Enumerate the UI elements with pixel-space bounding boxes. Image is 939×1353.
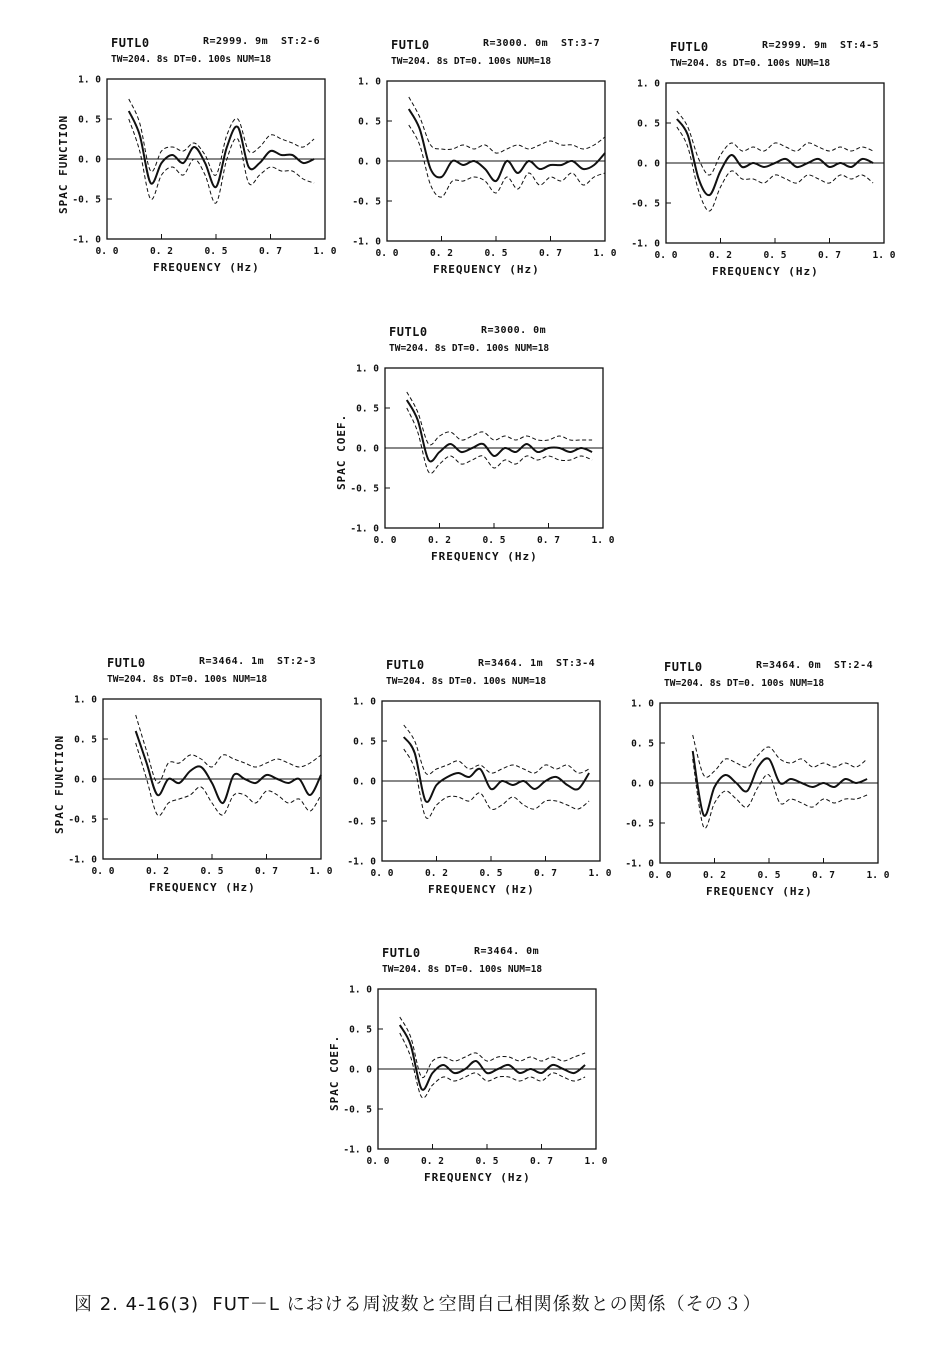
series-lower bbox=[677, 127, 873, 211]
series-mean bbox=[677, 119, 873, 195]
plot-radius: R=3000. 0m bbox=[481, 325, 547, 336]
x-tick-label: 0. 0 bbox=[91, 866, 115, 877]
plot-x-label: FREQUENCY (Hz) bbox=[428, 883, 535, 896]
y-tick-label: 1. 0 bbox=[637, 78, 660, 90]
x-tick-label: 0. 2 bbox=[150, 246, 173, 257]
x-tick-label: 0. 0 bbox=[375, 248, 399, 259]
plot-station-pair: ST:2-3 bbox=[277, 656, 317, 667]
plot-title: FUTL0 bbox=[391, 38, 430, 52]
y-tick-label: 0. 0 bbox=[356, 443, 379, 455]
y-tick-label: -0. 5 bbox=[68, 814, 97, 826]
plot-canvas bbox=[326, 946, 626, 1176]
plot-radius: R=2999. 9m bbox=[203, 36, 269, 47]
plot-canvas bbox=[55, 36, 355, 266]
x-tick-label: 1. 0 bbox=[313, 246, 337, 257]
y-tick-label: -0. 5 bbox=[343, 1104, 372, 1116]
x-tick-label: 1. 0 bbox=[309, 866, 333, 877]
x-tick-label: 0. 5 bbox=[479, 868, 503, 879]
x-tick-label: 0. 2 bbox=[425, 868, 448, 879]
x-tick-label: 1. 0 bbox=[584, 1156, 608, 1167]
plot-radius: R=3464. 0m bbox=[756, 660, 822, 671]
x-tick-label: 0. 2 bbox=[428, 535, 451, 546]
plot-x-label: FREQUENCY (Hz) bbox=[712, 265, 819, 278]
plot-x-label: FREQUENCY (Hz) bbox=[424, 1171, 531, 1184]
x-tick-label: 0. 0 bbox=[648, 870, 672, 881]
y-tick-label: -1. 0 bbox=[72, 234, 101, 246]
plot-title: FUTL0 bbox=[107, 656, 146, 670]
series-upper bbox=[407, 392, 592, 445]
x-tick-label: 0. 2 bbox=[146, 866, 169, 877]
series-lower bbox=[404, 749, 589, 818]
y-tick-label: 0. 5 bbox=[631, 738, 654, 750]
x-tick-label: 0. 5 bbox=[763, 250, 787, 261]
plot-radius: R=3464. 0m bbox=[474, 946, 540, 957]
y-tick-label: 0. 5 bbox=[358, 116, 381, 128]
series-mean bbox=[136, 731, 321, 803]
plot-station-pair: ST:3-7 bbox=[561, 38, 601, 49]
y-tick-label: 1. 0 bbox=[78, 74, 101, 86]
plot-subtitle: TW=204. 8s DT=0. 100s NUM=18 bbox=[389, 343, 550, 354]
y-tick-label: 0. 5 bbox=[74, 734, 97, 746]
x-tick-label: 0. 5 bbox=[204, 246, 228, 257]
x-tick-label: 0. 7 bbox=[530, 1156, 553, 1167]
plot-radius: R=3464. 1m bbox=[478, 658, 544, 669]
x-tick-label: 0. 0 bbox=[373, 535, 397, 546]
x-tick-label: 0. 0 bbox=[370, 868, 394, 879]
x-tick-label: 0. 7 bbox=[259, 246, 282, 257]
series-upper bbox=[693, 735, 867, 777]
series-upper bbox=[129, 99, 314, 175]
x-tick-label: 0. 0 bbox=[654, 250, 678, 261]
spac-plot-2 bbox=[335, 38, 617, 298]
y-tick-label: -0. 5 bbox=[72, 194, 101, 206]
plot-station-pair: ST:4-5 bbox=[840, 40, 880, 51]
x-tick-label: 1. 0 bbox=[591, 535, 615, 546]
plot-canvas bbox=[51, 656, 351, 886]
plot-title: FUTL0 bbox=[382, 946, 421, 960]
figure-caption: 図 2. 4-16(3) FUT－L における周波数と空間自己相関係数との関係（その３） bbox=[74, 1294, 762, 1315]
plot-station-pair: ST:2-6 bbox=[281, 36, 321, 47]
plot-title: FUTL0 bbox=[664, 660, 703, 674]
plot-x-label: FREQUENCY (Hz) bbox=[706, 885, 813, 898]
plot-y-label: SPAC COEF. bbox=[335, 413, 348, 490]
y-tick-label: 0. 0 bbox=[74, 774, 97, 786]
x-tick-label: 0. 2 bbox=[703, 870, 726, 881]
series-lower bbox=[407, 408, 592, 473]
spac-plot-1 bbox=[55, 36, 337, 296]
x-tick-label: 0. 2 bbox=[430, 248, 453, 259]
y-tick-label: 1. 0 bbox=[74, 694, 97, 706]
series-upper bbox=[404, 725, 589, 775]
x-tick-label: 0. 0 bbox=[366, 1156, 390, 1167]
plot-x-label: FREQUENCY (Hz) bbox=[431, 550, 538, 563]
y-tick-label: -1. 0 bbox=[625, 858, 654, 870]
x-tick-label: 1. 0 bbox=[588, 868, 612, 879]
y-tick-label: -1. 0 bbox=[350, 523, 379, 535]
x-tick-label: 0. 7 bbox=[534, 868, 557, 879]
y-tick-label: 1. 0 bbox=[353, 696, 376, 708]
y-tick-label: -1. 0 bbox=[343, 1144, 372, 1156]
x-tick-label: 0. 7 bbox=[255, 866, 278, 877]
plot-x-label: FREQUENCY (Hz) bbox=[149, 881, 256, 894]
x-tick-label: 0. 5 bbox=[482, 535, 506, 546]
plot-subtitle: TW=204. 8s DT=0. 100s NUM=18 bbox=[107, 674, 268, 685]
series-upper bbox=[409, 97, 605, 153]
plot-canvas bbox=[335, 38, 635, 268]
series-lower bbox=[129, 119, 314, 203]
series-mean bbox=[129, 111, 314, 187]
series-mean bbox=[407, 400, 592, 461]
x-tick-label: 0. 0 bbox=[95, 246, 119, 257]
y-tick-label: 1. 0 bbox=[349, 984, 372, 996]
y-tick-label: 0. 0 bbox=[78, 154, 101, 166]
plot-subtitle: TW=204. 8s DT=0. 100s NUM=18 bbox=[670, 58, 831, 69]
y-tick-label: 0. 0 bbox=[637, 158, 660, 170]
plot-title: FUTL0 bbox=[386, 658, 425, 672]
spac-plot-7 bbox=[608, 660, 890, 920]
x-tick-label: 0. 7 bbox=[812, 870, 835, 881]
y-tick-label: -1. 0 bbox=[352, 236, 381, 248]
plot-x-label: FREQUENCY (Hz) bbox=[433, 263, 540, 276]
x-tick-label: 0. 7 bbox=[537, 535, 560, 546]
y-tick-label: -0. 5 bbox=[352, 196, 381, 208]
series-lower bbox=[693, 759, 867, 828]
y-tick-label: 0. 5 bbox=[637, 118, 660, 130]
x-tick-label: 1. 0 bbox=[593, 248, 617, 259]
series-upper bbox=[677, 111, 873, 175]
plot-subtitle: TW=204. 8s DT=0. 100s NUM=18 bbox=[382, 964, 543, 975]
spac-plot-8 bbox=[326, 946, 608, 1206]
series-upper bbox=[136, 715, 321, 783]
x-tick-label: 0. 7 bbox=[539, 248, 562, 259]
plot-radius: R=3464. 1m bbox=[199, 656, 265, 667]
plot-title: FUTL0 bbox=[389, 325, 428, 339]
x-tick-label: 0. 5 bbox=[475, 1156, 499, 1167]
y-tick-label: 0. 0 bbox=[358, 156, 381, 168]
y-tick-label: 1. 0 bbox=[356, 363, 379, 375]
y-tick-label: -0. 5 bbox=[347, 816, 376, 828]
plot-subtitle: TW=204. 8s DT=0. 100s NUM=18 bbox=[111, 54, 272, 65]
spac-plot-3 bbox=[614, 40, 896, 300]
spac-plot-6 bbox=[330, 658, 612, 918]
y-tick-label: 1. 0 bbox=[631, 698, 654, 710]
plot-y-label: SPAC COEF. bbox=[328, 1034, 341, 1111]
y-tick-label: 0. 5 bbox=[356, 403, 379, 415]
x-tick-label: 0. 2 bbox=[709, 250, 732, 261]
y-tick-label: 0. 0 bbox=[353, 776, 376, 788]
y-tick-label: -0. 5 bbox=[631, 198, 660, 210]
plot-canvas bbox=[330, 658, 630, 888]
y-tick-label: 0. 5 bbox=[349, 1024, 372, 1036]
plot-radius: R=3000. 0m bbox=[483, 38, 549, 49]
plot-title: FUTL0 bbox=[670, 40, 709, 54]
y-tick-label: 0. 0 bbox=[349, 1064, 372, 1076]
plot-title: FUTL0 bbox=[111, 36, 150, 50]
plot-subtitle: TW=204. 8s DT=0. 100s NUM=18 bbox=[386, 676, 547, 687]
x-tick-label: 0. 5 bbox=[757, 870, 781, 881]
x-tick-label: 0. 5 bbox=[484, 248, 508, 259]
spac-plot-4 bbox=[333, 325, 615, 585]
plot-canvas bbox=[614, 40, 914, 270]
spac-plot-5 bbox=[51, 656, 333, 916]
y-tick-label: 0. 5 bbox=[78, 114, 101, 126]
plot-subtitle: TW=204. 8s DT=0. 100s NUM=18 bbox=[664, 678, 825, 689]
x-tick-label: 0. 2 bbox=[421, 1156, 444, 1167]
y-tick-label: 1. 0 bbox=[358, 76, 381, 88]
series-mean bbox=[404, 737, 589, 802]
y-tick-label: -1. 0 bbox=[347, 856, 376, 868]
plot-canvas bbox=[333, 325, 633, 555]
series-mean bbox=[400, 1025, 585, 1090]
y-tick-label: 0. 0 bbox=[631, 778, 654, 790]
x-tick-label: 0. 5 bbox=[200, 866, 224, 877]
plot-y-label: SPAC FUNCTION bbox=[53, 734, 66, 834]
y-tick-label: -1. 0 bbox=[631, 238, 660, 250]
x-tick-label: 0. 7 bbox=[818, 250, 841, 261]
plot-canvas bbox=[608, 660, 908, 890]
x-tick-label: 1. 0 bbox=[866, 870, 890, 881]
y-tick-label: -1. 0 bbox=[68, 854, 97, 866]
y-tick-label: 0. 5 bbox=[353, 736, 376, 748]
plot-subtitle: TW=204. 8s DT=0. 100s NUM=18 bbox=[391, 56, 552, 67]
y-tick-label: -0. 5 bbox=[350, 483, 379, 495]
plot-x-label: FREQUENCY (Hz) bbox=[153, 261, 260, 274]
plot-station-pair: ST:2-4 bbox=[834, 660, 874, 671]
x-tick-label: 1. 0 bbox=[872, 250, 896, 261]
series-mean bbox=[409, 109, 605, 181]
plot-radius: R=2999. 9m bbox=[762, 40, 828, 51]
plot-station-pair: ST:3-4 bbox=[556, 658, 596, 669]
y-tick-label: -0. 5 bbox=[625, 818, 654, 830]
plot-y-label: SPAC FUNCTION bbox=[57, 114, 70, 214]
